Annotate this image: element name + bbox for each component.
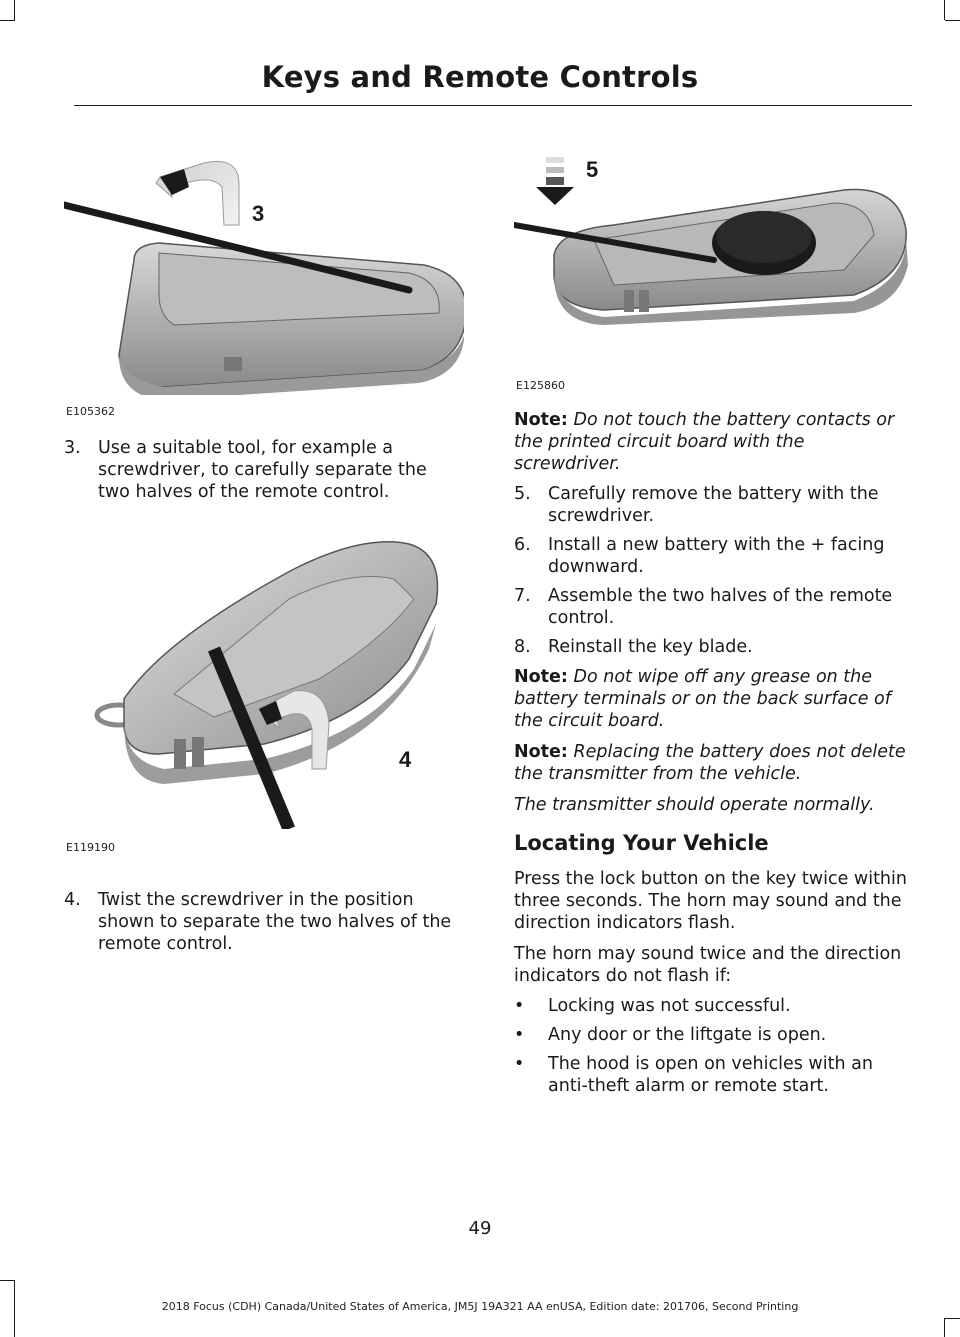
body-paragraph: Press the lock button on the key twice within three seconds. The horn may sound and the direction indicators flash.: [514, 869, 907, 933]
note-label: Note:: [514, 667, 568, 687]
step-text: Use a suitable tool, for example a screwdriver, to carefully separate the two halves of the remote control.: [98, 438, 427, 502]
step-text: Reinstall the key blade.: [548, 637, 753, 657]
step-7: [514, 585, 910, 629]
list-item: [514, 995, 910, 1017]
crop-mark: [945, 20, 960, 21]
step-number: 6.: [514, 535, 531, 555]
remote-key-illustration: [64, 529, 464, 829]
list-item: [514, 1024, 910, 1046]
bullet-symbol: •: [514, 996, 525, 1016]
figure-id: E119190: [66, 841, 115, 854]
figure-remote-open-step3: [64, 125, 464, 418]
note-text: Do not touch the battery contacts or the printed circuit board with the screwdriver.: [514, 410, 895, 474]
body-paragraph: The horn may sound twice and the direction indicators do not flash if:: [514, 944, 902, 986]
step-marker-label: 5: [586, 157, 599, 182]
step-4: [64, 889, 464, 955]
crop-mark: [945, 1318, 960, 1319]
note-paragraph: [514, 666, 910, 732]
list-item-text: The hood is open on vehicles with an anti-theft alarm or remote start.: [548, 1054, 873, 1096]
bullet-symbol: •: [514, 1025, 525, 1045]
body-text: The transmitter should operate normally.: [514, 795, 875, 815]
list-item-text: Locking was not successful.: [548, 996, 791, 1016]
page-footer: 2018 Focus (CDH) Canada/United States of America, JM5J 19A321 AA enUSA, Edition date: 201706, Second Printing: [161, 1300, 799, 1313]
note-text: Do not wipe off any grease on the battery terminals or on the back surface of the circuit board.: [514, 667, 891, 731]
step-number: 3.: [64, 438, 81, 458]
crop-mark: [0, 20, 15, 21]
crop-mark: [944, 0, 945, 20]
step-number: 4.: [64, 890, 81, 910]
step-5: [514, 483, 910, 527]
step-text: Install a new battery with the + facing downward.: [548, 535, 885, 577]
page-number: 49: [468, 1218, 492, 1239]
crop-mark: [0, 1280, 15, 1281]
step-text: Twist the screwdriver in the position shown to separate the two halves of the remote control.: [98, 890, 452, 954]
step-8: [514, 636, 910, 658]
bullet-symbol: •: [514, 1054, 525, 1074]
crop-mark: [14, 0, 15, 20]
figure-remote-twist-step4: [64, 529, 464, 879]
note-label: Note:: [514, 742, 568, 762]
note-paragraph: [514, 741, 910, 785]
crop-mark: [944, 1318, 945, 1337]
note-paragraph: [514, 409, 910, 475]
figure-battery-removal-step5: [514, 125, 910, 393]
step-text: Assemble the two halves of the remote control.: [548, 586, 893, 628]
figure-id: E105362: [66, 405, 115, 418]
step-number: 5.: [514, 484, 531, 504]
step-number: 8.: [514, 637, 531, 657]
list-item-text: Any door or the liftgate is open.: [548, 1025, 827, 1045]
section-heading: Locating Your Vehicle: [514, 831, 769, 855]
step-number: 7.: [514, 586, 531, 606]
page-title: Keys and Remote Controls: [261, 60, 699, 94]
right-column: [514, 125, 910, 1097]
list-item: [514, 1053, 910, 1097]
note-text: Replacing the battery does not delete the transmitter from the vehicle.: [514, 742, 906, 784]
step-marker-label: 3: [252, 201, 265, 226]
header-divider: [74, 105, 912, 106]
step-6: [514, 534, 910, 578]
figure-id: E125860: [516, 379, 565, 392]
step-3: [64, 437, 464, 503]
step-marker-label: 4: [399, 747, 412, 772]
note-label: Note:: [514, 410, 568, 430]
step-text: Carefully remove the battery with the screwdriver.: [548, 484, 879, 526]
left-column: [64, 125, 464, 955]
remote-key-illustration: [64, 125, 464, 395]
remote-key-battery-illustration: [514, 125, 910, 375]
